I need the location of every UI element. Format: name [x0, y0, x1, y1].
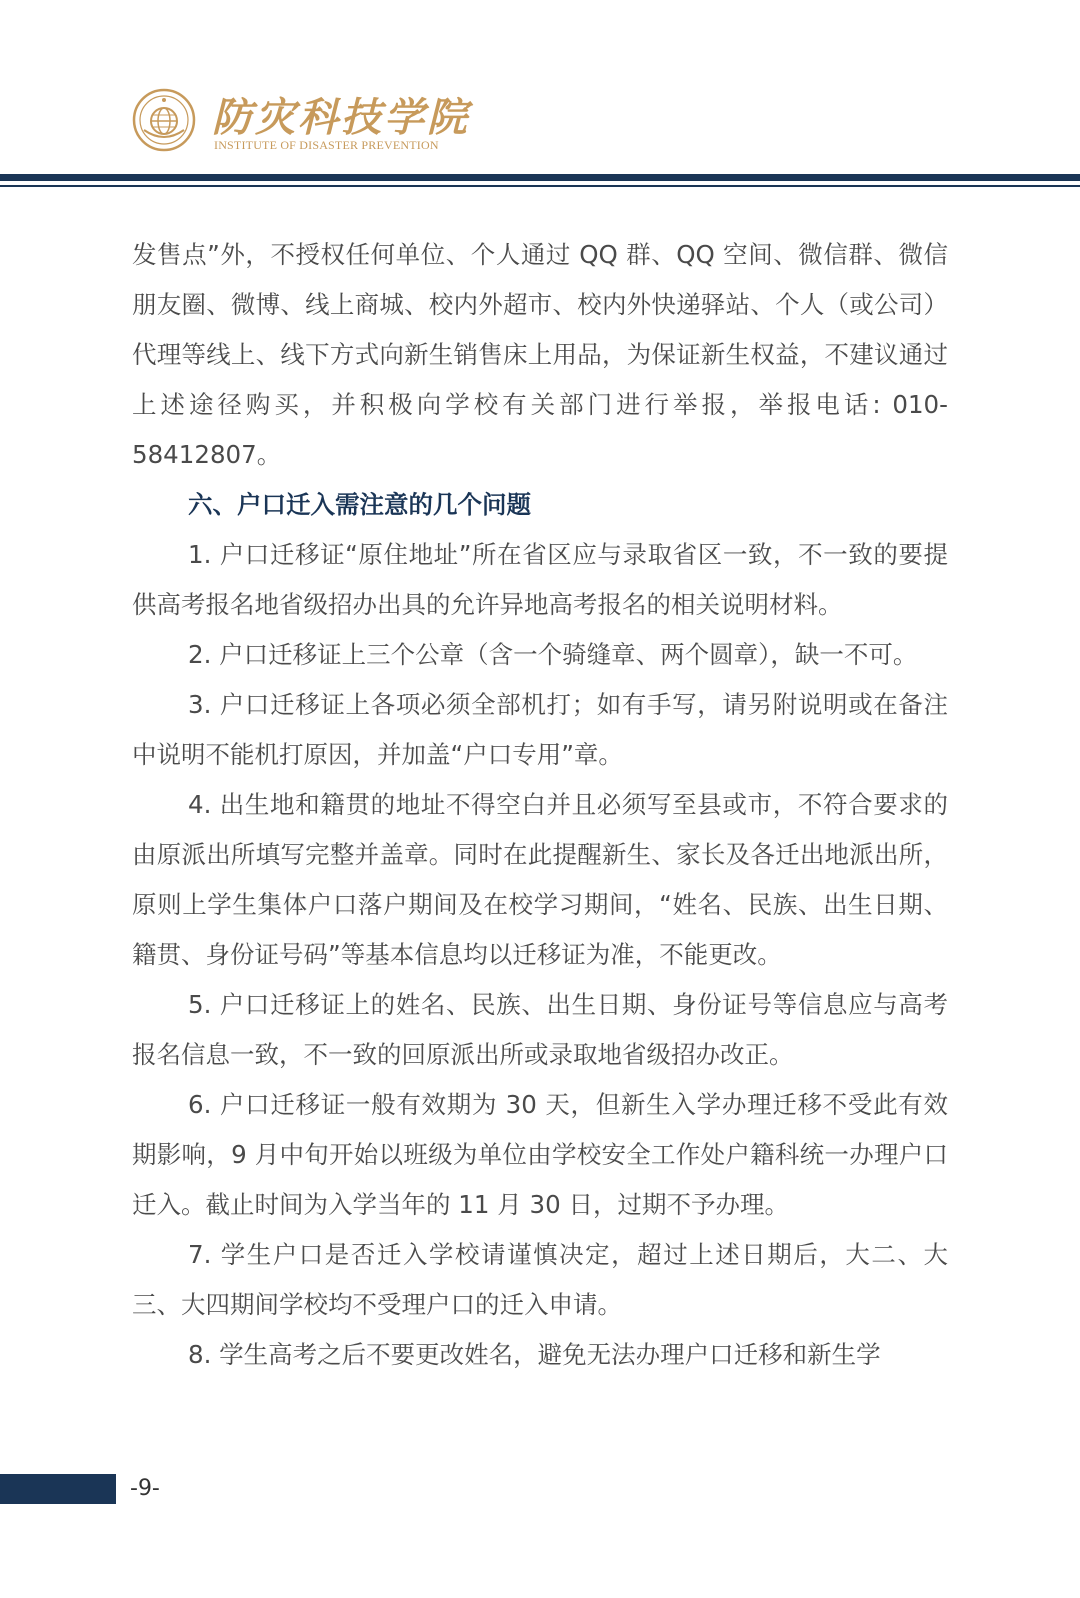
list-item: 1. 户口迁移证“原住地址”所在省区应与录取省区一致，不一致的要提供高考报名地省级招办出具的允许异地高考报名的相关说明材料。 — [132, 540, 948, 619]
list-item: 4. 出生地和籍贯的地址不得空白并且必须写至县或市，不符合要求的由原派出所填写完整并盖章。同时在此提醒新生、家长及各迁出地派出所，原则上学生集体户口落户期间及在校学习期间，“姓名、民族、出生日期、籍贯、身份证号码”等基本信息均以迁移证为准，不能更改。 — [132, 790, 948, 969]
header-divider-thin — [0, 185, 1080, 187]
list-item: 8. 学生高考之后不要更改姓名，避免无法办理户口迁移和新生学 — [188, 1340, 881, 1369]
page-header — [0, 0, 1080, 190]
continued-paragraph: 发售点”外，不授权任何单位、个人通过 QQ 群、QQ 空间、微信群、微信朋友圈、微博、线上商城、校内外超市、校内外快递驿站、个人（或公司）代理等线上、线下方式向新生销售床上用品，为保证新生权益，不建议通过上述途径购买，并积极向学校有关部门进行举报，举报电话: 010-58412807。 — [132, 240, 948, 469]
list-item: 5. 户口迁移证上的姓名、民族、出生日期、身份证号等信息应与高考报名信息一致，不一致的回原派出所或录取地省级招办改正。 — [132, 990, 948, 1069]
section-heading: 六、户口迁入需注意的几个问题 — [188, 490, 531, 519]
footer-bar — [0, 1474, 116, 1504]
institute-seal-icon — [132, 88, 196, 152]
list-item: 6. 户口迁移证一般有效期为 30 天，但新生入学办理迁移不受此有效期影响，9 月中旬开始以班级为单位由学校安全工作处户籍科统一办理户口迁入。截止时间为入学当年的 11 月 30 日，过期不予办理。 — [132, 1090, 948, 1219]
list-item: 7. 学生户口是否迁入学校请谨慎决定，超过上述日期后，大二、大三、大四期间学校均不受理户口的迁入申请。 — [132, 1240, 948, 1319]
document-body — [132, 230, 948, 1380]
list-item: 2. 户口迁移证上三个公章（含一个骑缝章、两个圆章），缺一不可。 — [188, 640, 918, 669]
list-item: 3. 户口迁移证上各项必须全部机打；如有手写，请另附说明或在备注中说明不能机打原因，并加盖“户口专用”章。 — [132, 690, 948, 769]
page-number: -9- — [130, 1476, 160, 1501]
institute-name-cn: 防灾科技学院 — [212, 94, 470, 141]
header-divider-thick — [0, 174, 1080, 181]
institute-name-en: INSTITUTE OF DISASTER PREVENTION — [214, 138, 439, 152]
